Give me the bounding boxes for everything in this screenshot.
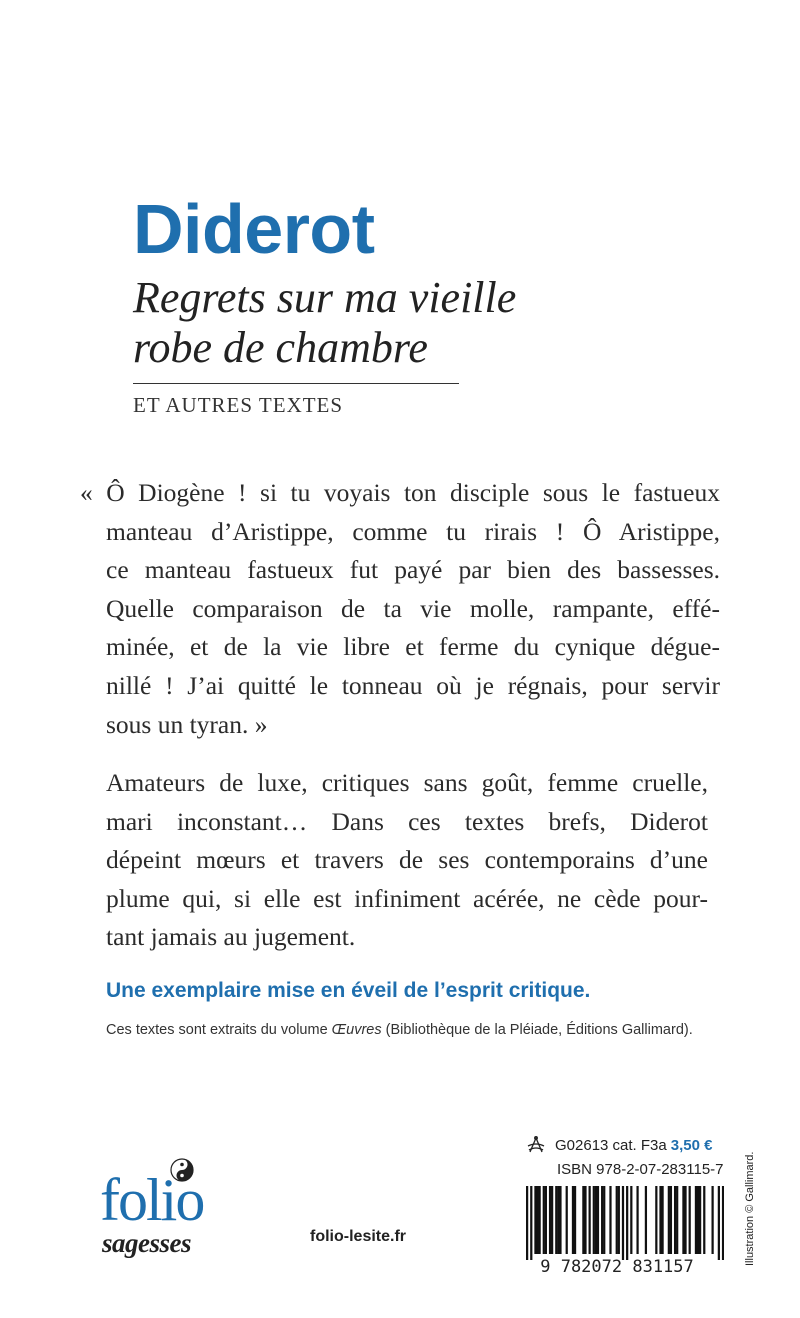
- barcode-bar: [676, 1186, 678, 1254]
- barcode-bar: [551, 1186, 553, 1254]
- quote-line: « Ô Diogène ! si tu voyais ton disciple sous le fastueux: [80, 478, 720, 507]
- barcode-bar: [549, 1186, 551, 1254]
- quote-block: [80, 474, 720, 744]
- quote-line: nillé ! J’ai quitté le tonneau où je régnais, pour servir: [106, 670, 720, 700]
- barcode-bar: [697, 1186, 699, 1254]
- barcode-bar: [582, 1186, 584, 1254]
- book-subtitle: ET AUTRES TEXTES: [133, 393, 344, 417]
- barcode-bar: [661, 1186, 663, 1254]
- barcode-digits: 9 782072 831157: [540, 1257, 694, 1276]
- logo-sagesses-word: sagesses: [102, 1228, 191, 1258]
- barcode-bar: [622, 1186, 624, 1260]
- logo-folio-word: folio: [100, 1167, 204, 1233]
- barcode-bar: [636, 1186, 638, 1254]
- barcode-bar: [589, 1186, 591, 1254]
- quote-line: Quelle comparaison de ta vie molle, rampante, effé-: [106, 593, 720, 623]
- isbn-label: ISBN 978-2-07-283115-7: [557, 1161, 724, 1178]
- barcode-bar: [616, 1186, 618, 1254]
- barcode-bar: [626, 1186, 628, 1260]
- source-credit: [106, 1022, 693, 1038]
- description-block: [106, 764, 708, 957]
- barcode-bar: [584, 1186, 586, 1254]
- barcode-bar: [689, 1186, 691, 1254]
- barcode-bar: [597, 1186, 599, 1254]
- description-line: plume qui, si elle est infiniment acérée, ne cède pour-: [106, 883, 708, 913]
- barcode-bar: [543, 1186, 545, 1254]
- barcode-bar: [674, 1186, 676, 1254]
- barcode-bar: [670, 1186, 672, 1254]
- barcode: [510, 1186, 724, 1276]
- barcode-bar: [557, 1186, 559, 1254]
- barcode-bar: [722, 1186, 724, 1260]
- barcode-bar: [609, 1186, 611, 1254]
- website-link[interactable]: folio-lesite.fr: [310, 1228, 407, 1245]
- gallimard-publisher-icon: [525, 1134, 547, 1156]
- quote-line: ce manteau fastueux fut payé par bien des bassesses.: [106, 555, 720, 585]
- barcode-bar: [655, 1186, 657, 1254]
- quote-line: sous un tyran. »: [106, 709, 268, 739]
- barcode-bar: [695, 1186, 697, 1254]
- illustration-credit-text: Illustration © Gallimard.: [744, 1151, 756, 1266]
- folio-sagesses-logo: [100, 1158, 230, 1268]
- barcode-bar: [530, 1186, 532, 1260]
- source-credit-before: Ces textes sont extraits du volume: [106, 1022, 332, 1038]
- description-line: dépeint mœurs et travers de ses contemporains d’une: [106, 845, 708, 875]
- barcode-bar: [684, 1186, 686, 1254]
- book-title-line-2: robe de chambre: [133, 323, 428, 372]
- barcode-bar: [703, 1186, 705, 1254]
- barcode-bar: [526, 1186, 528, 1260]
- quote-line: minée, et de la vie libre et ferme du cynique dégue-: [106, 632, 720, 662]
- author-name: Diderot: [133, 190, 375, 268]
- barcode-bar: [595, 1186, 597, 1254]
- description-line: tant jamais au jugement.: [106, 922, 356, 952]
- description-line: mari inconstant… Dans ces textes brefs, Diderot: [106, 806, 708, 836]
- barcode-bar: [539, 1186, 541, 1254]
- book-title: [133, 273, 516, 373]
- barcode-bar: [566, 1186, 568, 1254]
- catalog-code: G02613 cat. F3a: [555, 1136, 667, 1154]
- tagline: Une exemplaire mise en éveil de l’esprit critique.: [106, 979, 591, 1002]
- barcode-bar: [699, 1186, 701, 1254]
- barcode-bar: [668, 1186, 670, 1254]
- barcode-bar: [534, 1186, 536, 1254]
- barcode-bar: [536, 1186, 538, 1254]
- title-rule: [133, 383, 459, 384]
- book-title-line-1: Regrets sur ma vieille: [133, 273, 517, 322]
- barcode-bar: [545, 1186, 547, 1254]
- barcode-bar: [718, 1186, 720, 1260]
- barcode-bar: [645, 1186, 647, 1254]
- barcode-bar: [601, 1186, 603, 1254]
- source-credit-work: Œuvres: [331, 1022, 382, 1038]
- barcode-bar: [603, 1186, 605, 1254]
- quote-line: manteau d’Aristippe, comme tu rirais ! Ô Aristippe,: [106, 516, 720, 546]
- barcode-bar: [555, 1186, 557, 1254]
- barcode-bar: [574, 1186, 576, 1254]
- price-line: [525, 1134, 712, 1156]
- barcode-bar: [559, 1186, 561, 1254]
- barcode-bar: [593, 1186, 595, 1254]
- barcode-bar: [682, 1186, 684, 1254]
- barcode-bar: [630, 1186, 632, 1254]
- description-line: Amateurs de luxe, critiques sans goût, femme cruelle,: [106, 768, 708, 797]
- barcode-bar: [711, 1186, 713, 1254]
- barcode-bar: [659, 1186, 661, 1254]
- barcode-bar: [572, 1186, 574, 1254]
- barcode-bar: [618, 1186, 620, 1254]
- price-value: 3,50 €: [670, 1136, 713, 1154]
- source-credit-after: (Bibliothèque de la Pléiade, Éditions Gallimard).: [381, 1022, 693, 1038]
